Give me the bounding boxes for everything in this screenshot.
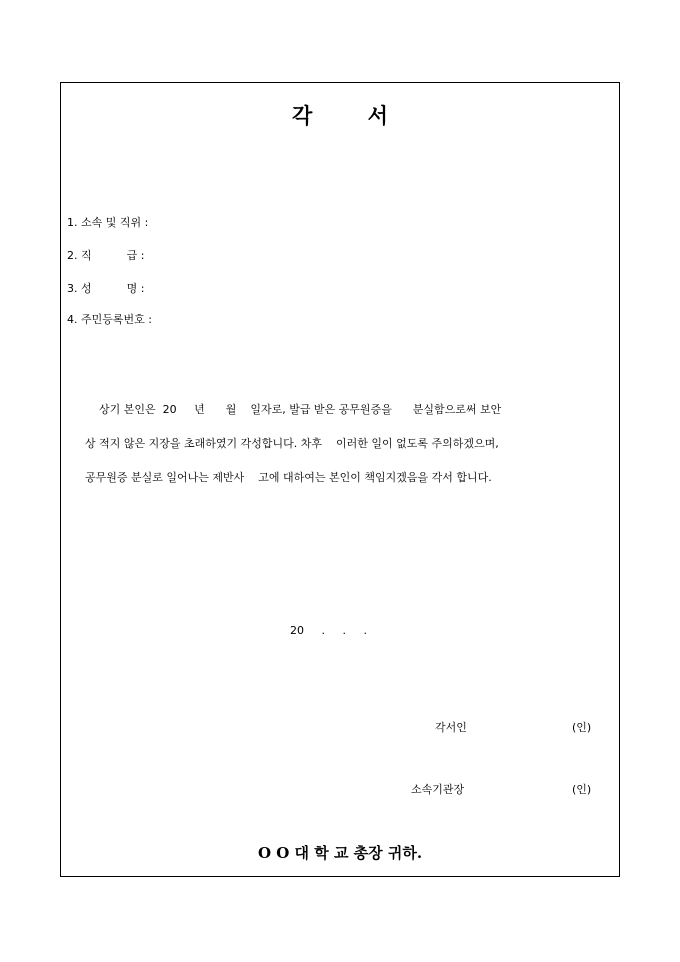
signer-role-pledger: 각서인 [435, 721, 467, 734]
signer-seal-agency-head: (인) [572, 783, 592, 796]
signer-seal-pledger: (인) [572, 721, 592, 734]
body-line-2: 상 적지 않은 지장을 초래하였기 각성합니다. 차후 이러한 일이 없도록 주의하겠으며, [85, 437, 499, 450]
body-line-1: 상기 본인은 20 년 월 일자로, 발급 받은 공무원증을 분실함으로써 보안 [99, 403, 502, 416]
field-label: 3. 성 명 : [67, 282, 145, 295]
document-title: 각 서 [292, 103, 388, 128]
field-label: 4. 주민등록번호 : [67, 313, 152, 326]
field-rank [67, 247, 144, 263]
field-label: 2. 직 급 : [67, 249, 145, 262]
signer-role-agency-head: 소속기관장 [411, 783, 465, 796]
field-name [67, 280, 144, 296]
field-resident-number [67, 311, 152, 327]
field-affiliation-position [67, 214, 148, 230]
document-date: 20 . . . [290, 624, 367, 637]
body-line-3: 공무원증 분실로 일어나는 제반사 고에 대하여는 본인이 책임지겠음을 각서 합니다. [85, 471, 492, 484]
document-frame [60, 82, 620, 877]
addressee-line: O O 대 학 교 총장 귀하. [257, 844, 423, 862]
field-label: 1. 소속 및 직위 : [67, 216, 149, 229]
